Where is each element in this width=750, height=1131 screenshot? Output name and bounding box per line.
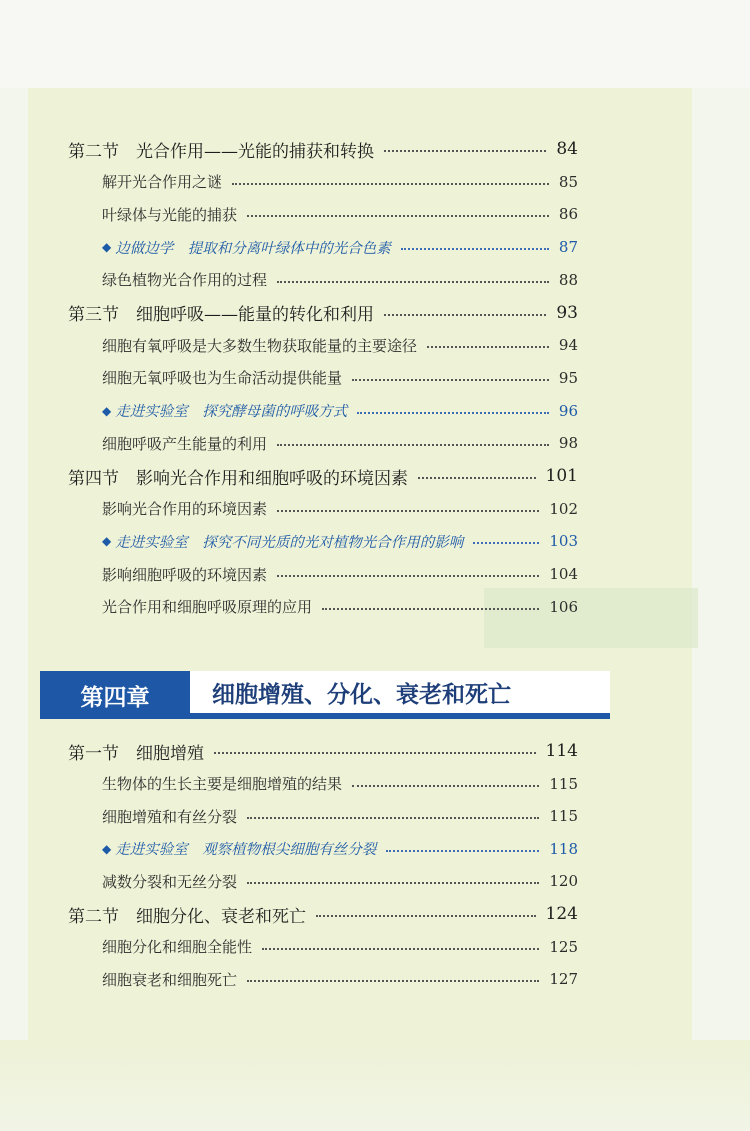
toc-page-number: 106 bbox=[549, 597, 578, 616]
toc-entry-label: 边做边学 提取和分离叶绿体中的光合色素 bbox=[115, 240, 391, 257]
toc-subsection-row[interactable] bbox=[0, 593, 750, 621]
toc-page-number: 88 bbox=[558, 270, 578, 289]
toc-entry-label: 第二节 光合作用——光能的捕获和转换 bbox=[68, 141, 374, 162]
toc-page-number: 84 bbox=[556, 139, 578, 159]
leader-dots bbox=[352, 379, 549, 381]
leader-dots bbox=[316, 915, 536, 917]
toc-experiment-row[interactable] bbox=[0, 527, 750, 555]
toc-entry-label: 第四节 影响光合作用和细胞呼吸的环境因素 bbox=[68, 468, 408, 489]
toc-page-number: 125 bbox=[549, 937, 578, 956]
toc-entry-label: 细胞呼吸产生能量的利用 bbox=[102, 434, 268, 453]
toc-section-row[interactable] bbox=[0, 299, 750, 327]
toc-section-row[interactable] bbox=[0, 737, 750, 765]
toc-section-row[interactable] bbox=[0, 135, 750, 163]
leader-dots bbox=[322, 608, 539, 610]
toc-entry-label: 生物体的生长主要是细胞增殖的结果 bbox=[102, 775, 343, 794]
toc-page-number: 101 bbox=[545, 466, 578, 486]
leader-dots bbox=[384, 150, 546, 152]
toc-section-row[interactable] bbox=[0, 900, 750, 928]
toc-subsection-row[interactable] bbox=[0, 495, 750, 523]
toc-entry-label: 影响光合作用的环境因素 bbox=[102, 500, 268, 519]
toc-page-number: 120 bbox=[549, 872, 578, 891]
toc-page-number: 103 bbox=[549, 532, 578, 551]
toc-experiment-row[interactable] bbox=[0, 233, 750, 261]
toc-entry-label: 绿色植物光合作用的过程 bbox=[102, 271, 268, 290]
toc-experiment-row[interactable] bbox=[0, 835, 750, 863]
toc-entry-label: 解开光合作用之谜 bbox=[102, 173, 223, 192]
leader-dots bbox=[352, 785, 539, 787]
toc-entry-label: 走进实验室 观察植物根尖细胞有丝分裂 bbox=[115, 842, 377, 859]
leader-dots bbox=[262, 948, 539, 950]
toc-page-number: 102 bbox=[549, 499, 578, 518]
leader-dots bbox=[473, 542, 539, 544]
toc-experiment-row[interactable] bbox=[0, 397, 750, 425]
toc-subsection-row[interactable] bbox=[0, 168, 750, 196]
leader-dots bbox=[214, 752, 536, 754]
page-top-margin bbox=[0, 0, 750, 88]
chapter-number: 第四章 bbox=[40, 671, 190, 719]
leader-dots bbox=[386, 850, 539, 852]
toc-page-number: 104 bbox=[549, 565, 578, 584]
toc-section-row[interactable] bbox=[0, 462, 750, 490]
toc-entry-label: 走进实验室 探究酵母菌的呼吸方式 bbox=[115, 404, 348, 421]
leader-dots bbox=[277, 444, 549, 446]
toc-entry-label: 光合作用和细胞呼吸原理的应用 bbox=[102, 598, 313, 617]
toc-subsection-row[interactable] bbox=[0, 200, 750, 228]
toc-entry-label: 走进实验室 探究不同光质的光对植物光合作用的影响 bbox=[115, 534, 464, 551]
toc-subsection-row[interactable] bbox=[0, 770, 750, 798]
leader-dots bbox=[401, 248, 549, 250]
toc-page-number: 95 bbox=[558, 368, 578, 387]
toc-page-number: 94 bbox=[558, 336, 578, 355]
leader-dots bbox=[277, 281, 549, 283]
toc-subsection-row[interactable] bbox=[0, 266, 750, 294]
toc-page-number: 85 bbox=[558, 172, 578, 191]
toc-page-number: 115 bbox=[549, 774, 578, 793]
toc-entry-label: 细胞有氧呼吸是大多数生物获取能量的主要途径 bbox=[102, 336, 418, 355]
toc-page-number: 87 bbox=[558, 238, 578, 257]
toc-subsection-row[interactable] bbox=[0, 429, 750, 457]
leader-dots bbox=[247, 215, 549, 217]
toc-entry-label: 细胞衰老和细胞死亡 bbox=[102, 970, 238, 989]
leader-dots bbox=[247, 980, 539, 982]
toc-page-number: 114 bbox=[545, 741, 578, 761]
leader-dots bbox=[232, 183, 549, 185]
toc-subsection-row[interactable] bbox=[0, 965, 750, 993]
toc-entry-label: 细胞无氧呼吸也为生命活动提供能量 bbox=[102, 369, 343, 388]
toc-page-number: 86 bbox=[558, 205, 578, 224]
toc-subsection-row[interactable] bbox=[0, 867, 750, 895]
toc-entry-label: 第三节 细胞呼吸——能量的转化和利用 bbox=[68, 305, 374, 325]
toc-page-number: 124 bbox=[545, 904, 578, 924]
toc-entry-label: 第二节 细胞分化、衰老和死亡 bbox=[68, 906, 306, 927]
toc-entry-label: 细胞增殖和有丝分裂 bbox=[102, 807, 238, 826]
leader-dots bbox=[247, 817, 539, 819]
diamond-bullet-icon: ◆ bbox=[102, 403, 112, 418]
leader-dots bbox=[427, 346, 549, 348]
leader-dots bbox=[384, 314, 546, 316]
toc-page-number: 98 bbox=[558, 434, 578, 453]
toc-subsection-row[interactable] bbox=[0, 802, 750, 830]
panel-fade bbox=[0, 1040, 750, 1131]
leader-dots bbox=[357, 412, 549, 414]
chapter-underline bbox=[40, 713, 610, 719]
toc-page-number: 127 bbox=[549, 970, 578, 989]
diamond-bullet-icon: ◆ bbox=[102, 841, 112, 856]
toc-entry-label: 第一节 细胞增殖 bbox=[68, 743, 204, 764]
toc-entry-label: 影响细胞呼吸的环境因素 bbox=[102, 565, 268, 584]
toc-subsection-row[interactable] bbox=[0, 560, 750, 588]
leader-dots bbox=[247, 882, 539, 884]
leader-dots bbox=[277, 510, 539, 512]
toc-entry-label: 叶绿体与光能的捕获 bbox=[102, 205, 238, 224]
toc-entry-label: 细胞分化和细胞全能性 bbox=[102, 938, 253, 957]
diamond-bullet-icon: ◆ bbox=[102, 240, 112, 255]
toc-page-number: 93 bbox=[556, 302, 578, 323]
diamond-bullet-icon: ◆ bbox=[102, 534, 112, 549]
chapter-title: 细胞增殖、分化、衰老和死亡 bbox=[190, 671, 610, 713]
toc-subsection-row[interactable] bbox=[0, 933, 750, 961]
leader-dots bbox=[418, 477, 536, 479]
chapter-header bbox=[40, 671, 610, 719]
toc-page-number: 96 bbox=[558, 401, 578, 420]
toc-page-number: 118 bbox=[549, 839, 578, 858]
toc-subsection-row[interactable] bbox=[0, 331, 750, 359]
leader-dots bbox=[277, 575, 539, 577]
toc-entry-label: 减数分裂和无丝分裂 bbox=[102, 872, 238, 891]
toc-subsection-row[interactable] bbox=[0, 364, 750, 392]
toc-page-number: 115 bbox=[549, 807, 578, 826]
